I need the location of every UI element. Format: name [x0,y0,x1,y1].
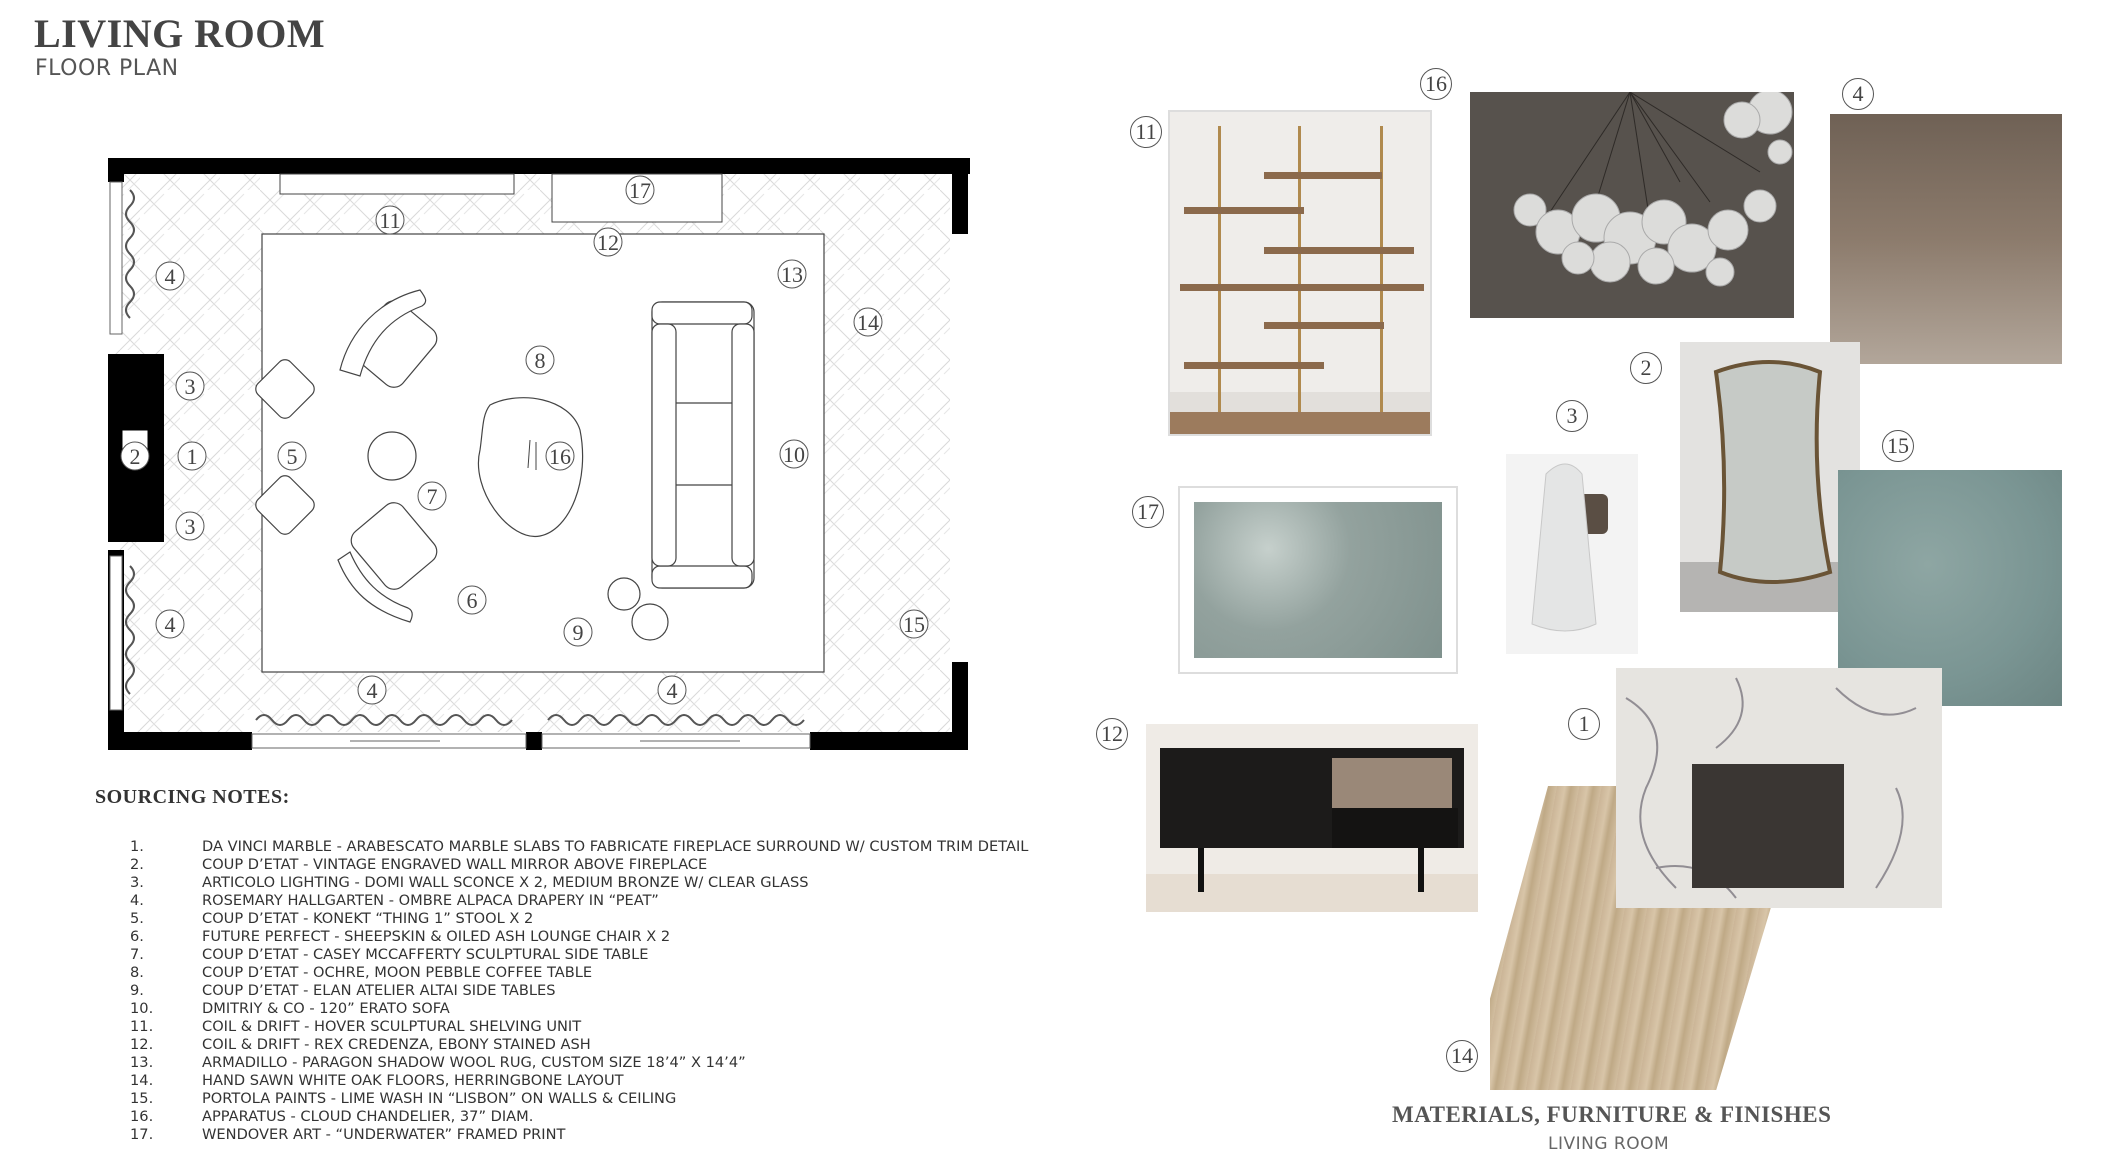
plan-label-3b [176,512,204,540]
plan-label-10 [780,440,808,468]
side-table-9b [632,604,668,640]
plan-label-13 [778,260,806,288]
svg-text:3: 3 [184,514,196,539]
svg-text:9: 9 [572,620,584,645]
plan-label-2 [121,442,149,470]
svg-text:5: 5 [286,444,298,469]
sofa-plan [652,302,754,588]
board-label-mirror: 2 [1630,352,1662,384]
shelving-plan [280,174,514,194]
credenza-image [1146,724,1478,912]
svg-text:12: 12 [597,230,619,255]
plan-label-17 [626,176,654,204]
svg-text:13: 13 [781,262,803,287]
plan-label-11 [376,206,404,234]
list-item: 15. PORTOLA PAINTS - LIME WASH IN “LISBON” ON WALLS & CEILING [130,1090,677,1107]
plan-label-4d [658,676,686,704]
plan-label-4b [156,610,184,638]
drapery-swatch [1830,114,2062,364]
list-item: 10. DMITRIY & CO - 120” ERATO SOFA [130,1000,450,1017]
board-label-floor: 14 [1446,1040,1478,1072]
svg-text:4: 4 [164,264,176,289]
list-item: 7. COUP D’ETAT - CASEY MCCAFFERTY SCULPTURAL SIDE TABLE [130,946,649,963]
board-label-paint: 15 [1882,430,1914,462]
plan-label-12 [594,228,622,256]
plan-label-4a [156,262,184,290]
list-item: 14. HAND SAWN WHITE OAK FLOORS, HERRINGBONE LAYOUT [130,1072,624,1089]
sourcing-notes-title: SOURCING NOTES: [95,786,290,808]
svg-text:4: 4 [164,612,176,637]
wall-top [108,158,970,174]
svg-text:1: 1 [186,444,198,469]
svg-text:15: 15 [903,612,925,637]
svg-text:4: 4 [666,678,678,703]
plan-label-6 [458,586,486,614]
board-label-shelving: 11 [1130,116,1162,148]
materials-title: MATERIALS, FURNITURE & FINISHES [1392,1102,1832,1127]
plan-label-7 [418,482,446,510]
page-title: LIVING ROOM [34,11,326,56]
list-item: 2. COUP D’ETAT - VINTAGE ENGRAVED WALL MIRROR ABOVE FIREPLACE [130,856,708,873]
list-item: 4. ROSEMARY HALLGARTEN - OMBRE ALPACA DRAPERY IN “PEAT” [130,892,659,909]
wall-bottom-mid [526,732,542,750]
plan-label-3a [176,372,204,400]
svg-text:6: 6 [466,588,478,613]
svg-text:2: 2 [129,444,141,469]
side-table-7 [368,432,416,480]
plan-label-5 [278,442,306,470]
list-item: 8. COUP D’ETAT - OCHRE, MOON PEBBLE COFFEE TABLE [130,964,593,981]
shelving-image [1168,110,1432,436]
board-label-chandelier: 16 [1420,68,1452,100]
plan-label-9 [564,618,592,646]
list-item: 1. DA VINCI MARBLE - ARABESCATO MARBLE SLABS TO FABRICATE FIREPLACE SURROUND W/ CUSTOM TRIM DETAIL [130,838,1029,855]
wall-right-top [952,158,968,234]
floor-plan [100,150,980,760]
svg-text:16: 16 [549,444,571,469]
list-item: 12. COIL & DRIFT - REX CREDENZA, EBONY STAINED ASH [130,1036,591,1053]
plan-label-8 [526,346,554,374]
list-item: 17. WENDOVER ART - “UNDERWATER” FRAMED PRINT [130,1126,566,1143]
list-item: 9. COUP D’ETAT - ELAN ATELIER ALTAI SIDE TABLES [130,982,556,999]
plan-label-16 [546,442,574,470]
svg-text:4: 4 [366,678,378,703]
fireplace-image [1616,668,1942,908]
list-item: 13. ARMADILLO - PARAGON SHADOW WOOL RUG, CUSTOM SIZE 18’4” X 14’4” [130,1054,746,1071]
svg-text:14: 14 [857,310,879,335]
svg-text:3: 3 [184,374,196,399]
svg-text:7: 7 [426,484,438,509]
board-label-drapery: 4 [1842,78,1874,110]
list-item: 3. ARTICOLO LIGHTING - DOMI WALL SCONCE X 2, MEDIUM BRONZE W/ CLEAR GLASS [130,874,809,891]
plan-label-15 [900,610,928,638]
print-image [1178,486,1458,674]
mirror-image [1680,342,1860,612]
plan-label-14 [854,308,882,336]
wall-bottom-right [810,732,968,750]
list-item: 6. FUTURE PERFECT - SHEEPSKIN & OILED ASH LOUNGE CHAIR X 2 [130,928,671,945]
board-label-credenza: 12 [1096,718,1128,750]
svg-text:17: 17 [629,178,651,203]
sourcing-notes-list [130,838,1028,1144]
plan-label-4c [358,676,386,704]
list-item: 5. COUP D’ETAT - KONEKT “THING 1” STOOL X 2 [130,910,534,927]
side-table-9a [608,578,640,610]
list-item: 16. APPARATUS - CLOUD CHANDELIER, 37” DIAM. [130,1108,534,1125]
wall-bottom-left [108,732,252,750]
list-item: 11. COIL & DRIFT - HOVER SCULPTURAL SHELVING UNIT [130,1018,582,1035]
chandelier-image [1470,92,1794,318]
wall-left-top [108,158,124,182]
board-label-sconce: 3 [1556,400,1588,432]
svg-text:11: 11 [379,208,401,233]
svg-text:8: 8 [534,348,546,373]
materials-subtitle: LIVING ROOM [1548,1134,1670,1154]
board-label-print: 17 [1132,496,1164,528]
plan-label-1 [178,442,206,470]
sconce-image [1506,454,1638,654]
board-label-fireplace: 1 [1568,708,1600,740]
page-subtitle: FLOOR PLAN [35,56,179,81]
svg-text:10: 10 [783,442,805,467]
